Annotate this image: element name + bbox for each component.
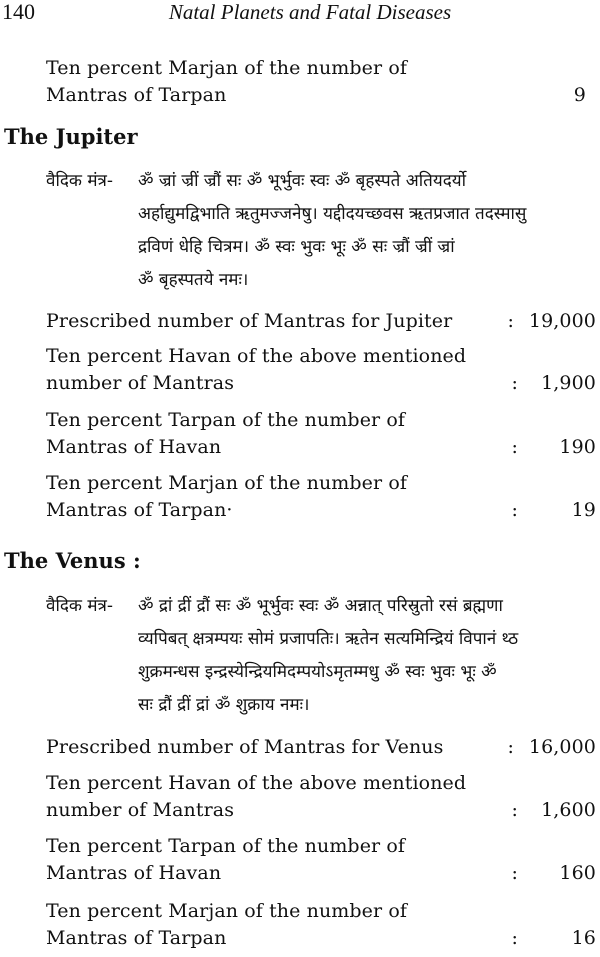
row-desc-line: number of Mantras <box>46 372 235 394</box>
row-desc-line: number of Mantras <box>46 799 235 821</box>
jupiter-tarpan-row <box>46 407 596 461</box>
row-colon: : <box>511 927 518 949</box>
row-desc-line: Ten percent Havan of the above mentioned <box>46 345 467 367</box>
row-desc-line: Prescribed number of Mantras for Venus <box>46 736 444 758</box>
row-value: 19 <box>571 499 596 521</box>
row-value: 16,000 <box>528 736 596 758</box>
row-colon: : <box>507 736 514 758</box>
jupiter-mantra <box>46 165 596 297</box>
row-value: 19,000 <box>528 310 596 332</box>
mantra-line: सः द्रौं द्रीं द्रां ॐ शुक्राय नमः। <box>138 695 310 715</box>
row-value: 1,600 <box>541 799 596 821</box>
row-colon: : <box>511 862 518 884</box>
mantra-line: अर्हाद्युमद्विभाति ऋतुमज्जनेषु। यद्दीदयच्छवस ऋतप्रजात तदस्मासु <box>138 204 527 224</box>
mantra-label: वैदिक मंत्र- <box>46 171 114 191</box>
venus-mantra <box>46 590 596 722</box>
mantra-label: वैदिक मंत्र- <box>46 596 114 616</box>
section-heading-venus: The Venus : <box>4 548 141 573</box>
mantra-line: ॐ बृहस्पतये नमः। <box>138 270 249 290</box>
row-desc-line: Ten percent Havan of the above mentioned <box>46 772 467 794</box>
running-title: Natal Planets and Fatal Diseases <box>168 0 452 24</box>
row-desc-line: Mantras of Havan <box>46 436 222 458</box>
page-number: 140 <box>2 0 35 24</box>
row-colon: : <box>511 372 518 394</box>
mantra-line: ॐ ज्रां ज्रीं ज्रौं सः ॐ भूर्भुवः स्वः ॐ बृहस्पते अतियदर्यो <box>138 171 466 191</box>
row-value: 190 <box>559 436 596 458</box>
page-header <box>0 0 600 24</box>
jupiter-prescribed-row <box>46 308 596 335</box>
row-desc-line: Mantras of Tarpan· <box>46 499 233 521</box>
venus-tarpan-row <box>46 833 596 887</box>
row-colon: : <box>507 310 514 332</box>
row-description <box>46 470 496 524</box>
section-heading-jupiter: The Jupiter <box>4 124 138 149</box>
jupiter-havan-row <box>46 343 596 397</box>
row-desc-line: Mantras of Tarpan <box>46 84 227 106</box>
mantra-line: व्यपिबत् क्षत्रम्पयः सोमं प्रजापतिः। ऋतेन सत्यमिन्द्रियं विपानं थ्ठ <box>138 629 519 649</box>
row-description <box>46 55 496 109</box>
mantra-line: शुक्रमन्धस इन्द्रस्येन्द्रियमिदम्पयोऽमृतम्मधु ॐ स्वः भुवः भूः ॐ <box>138 662 497 682</box>
mantra-line: ॐ द्रां द्रीं द्रौं सः ॐ भूर्भुवः स्वः ॐ अन्नात् परिस्रुतो रसं ब्रह्मणा <box>138 596 503 616</box>
row-desc-line: Ten percent Tarpan of the number of <box>46 835 406 857</box>
row-value: 160 <box>559 862 596 884</box>
row-description <box>46 407 496 461</box>
row-description <box>46 833 496 887</box>
row-desc-line: Ten percent Tarpan of the number of <box>46 409 406 431</box>
top-marjan-row <box>46 55 596 109</box>
row-description <box>46 898 496 952</box>
row-desc-line: Mantras of Tarpan <box>46 927 227 949</box>
row-value: 16 <box>571 927 596 949</box>
row-desc-line: Mantras of Havan <box>46 862 222 884</box>
venus-prescribed-row <box>46 734 596 761</box>
row-desc-line: Ten percent Marjan of the number of <box>46 472 408 494</box>
row-colon: : <box>511 499 518 521</box>
row-desc-line: Ten percent Marjan of the number of <box>46 900 408 922</box>
row-value: 9 <box>573 84 586 106</box>
row-value: 1,900 <box>541 372 596 394</box>
venus-marjan-row <box>46 898 596 952</box>
venus-havan-row <box>46 770 596 824</box>
row-desc-line: Ten percent Marjan of the number of <box>46 57 408 79</box>
row-desc-line: Prescribed number of Mantras for Jupiter <box>46 310 453 332</box>
row-description <box>46 734 496 761</box>
row-colon: : <box>511 436 518 458</box>
mantra-line: द्रविणं धेहि चित्रम। ॐ स्वः भुवः भूः ॐ सः ज्रौं ज्रीं ज्रां <box>138 237 455 257</box>
row-description <box>46 343 496 397</box>
jupiter-marjan-row <box>46 470 596 524</box>
row-description <box>46 308 496 335</box>
row-colon: : <box>511 799 518 821</box>
row-description <box>46 770 496 824</box>
